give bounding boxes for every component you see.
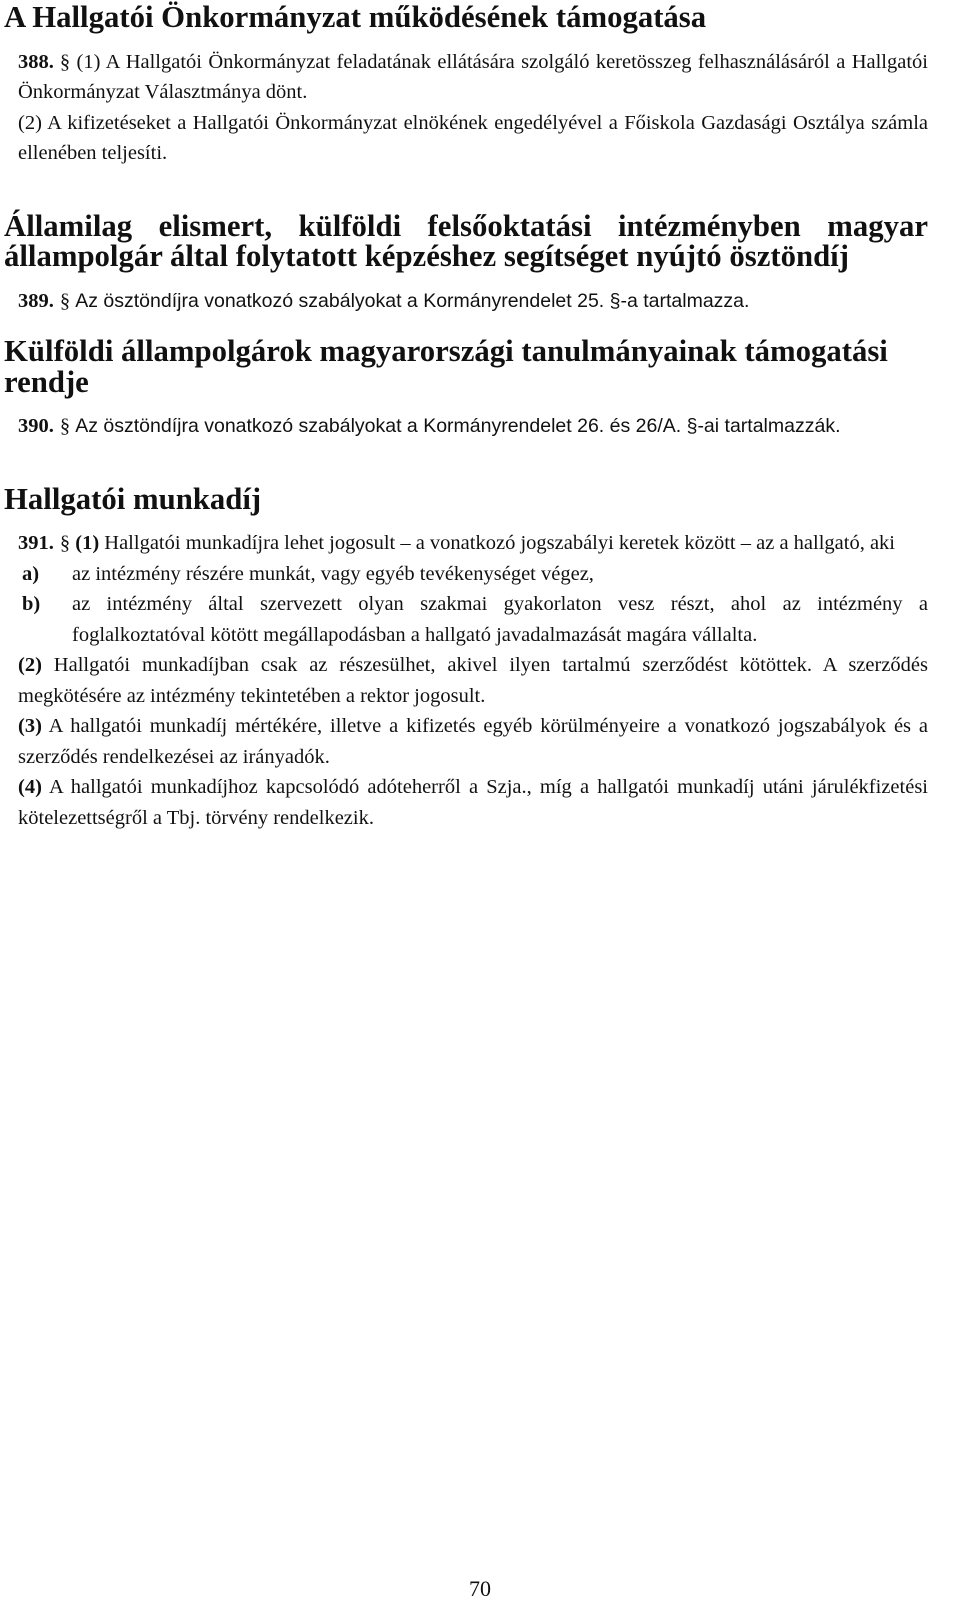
paragraph-389 — [4, 286, 928, 317]
subsection-number: (3) — [18, 715, 42, 737]
paragraph-388-2 — [4, 108, 928, 169]
paragraph-text: Hallgatói munkadíjban csak az részesülhet, akivel ilyen tartalmú szerződést kötöttek. A szerződés megkötésére az intézmény tekintetében a rektor jogosult. — [18, 654, 928, 707]
section-sign: § — [59, 289, 71, 312]
section-foreign-study-grant — [4, 208, 928, 317]
page-number: 70 — [469, 1576, 491, 1601]
paragraph-number: 389. — [18, 289, 54, 312]
paragraph-number: 391. — [18, 532, 54, 554]
list-item-b — [4, 589, 928, 650]
section-sign: § — [59, 50, 71, 73]
paragraph-388-1 — [4, 47, 928, 108]
section-heading: Hallgatói munkadíj — [4, 481, 262, 516]
paragraph-391-1 — [4, 528, 928, 559]
paragraph-text: A kifizetéseket a Hallgatói Önkormányzat elnökének engedélyével a Főiskola Gazdasági Osztálya számla ellenében teljesíti. — [18, 111, 929, 164]
subsection-number: (1) — [75, 532, 100, 554]
list-item-label: b) — [22, 593, 41, 615]
paragraph-390 — [4, 411, 928, 442]
paragraph-text: A Hallgatói Önkormányzat feladatának ellátására szolgáló keretösszeg felhasználásáról a Hallgatói Önkormányzat Választmánya dönt. — [18, 50, 928, 103]
paragraph-text: Hallgatói munkadíjra lehet jogosult – a vonatkozó jogszabályi keretek között – az a hallgató, aki — [104, 532, 895, 554]
list-item-label: a) — [22, 562, 40, 585]
paragraph-text: Az ösztöndíjra vonatkozó szabályokat a Kormányrendelet 25. §-a tartalmazza. — [75, 289, 750, 312]
document-page — [4, 2, 928, 833]
section-student-wage — [4, 481, 928, 834]
section-foreign-citizens-support — [4, 336, 928, 442]
section-heading: Államilag elismert, külföldi felsőoktatási intézményben magyar állampolgár által folytatott képzéshez segítséget nyújtó ösztöndíj — [4, 208, 928, 273]
subsection-number: (2) — [18, 111, 42, 134]
paragraph-text: Az ösztöndíjra vonatkozó szabályokat a Kormányrendelet 26. és 26/A. §-ai tartalmazzák. — [75, 415, 841, 437]
paragraph-391-2 — [4, 650, 928, 711]
section-sign: § — [59, 415, 71, 437]
paragraph-number: 390. — [18, 415, 54, 437]
section-sign: § — [59, 532, 71, 554]
list-item-a — [4, 559, 928, 590]
list-item-text: az intézmény által szervezett olyan szakmai gyakorlaton vesz részt, ahol az intézmény a foglalkoztatóval kötött megállapodásban a hallgató javadalmazását magára vállalta. — [72, 593, 928, 646]
section-hok-support — [4, 2, 928, 169]
list-item-text: az intézmény részére munkát, vagy egyéb tevékenységet végez, — [72, 562, 594, 585]
paragraph-text: A hallgatói munkadíj mértékére, illetve a kifizetés egyéb körülményeire a vonatkozó jogszabályok és a szerződés rendelkezései az irányadók. — [18, 715, 928, 768]
subsection-number: (1) — [76, 50, 101, 73]
paragraph-391-4 — [4, 772, 928, 833]
section-heading: A Hallgatói Önkormányzat működésének támogatása — [4, 0, 707, 34]
subsection-number: (2) — [18, 654, 42, 676]
paragraph-number: 388. — [18, 50, 54, 73]
paragraph-391-3 — [4, 711, 928, 772]
paragraph-text: A hallgatói munkadíjhoz kapcsolódó adóteherről a Szja., míg a hallgatói munkadíj utáni járulékfizetési kötelezettségről a Tbj. törvény rendelkezik. — [18, 776, 928, 829]
section-heading: Külföldi állampolgárok magyarországi tanulmányainak támogatási rendje — [4, 334, 888, 399]
subsection-number: (4) — [18, 776, 42, 798]
